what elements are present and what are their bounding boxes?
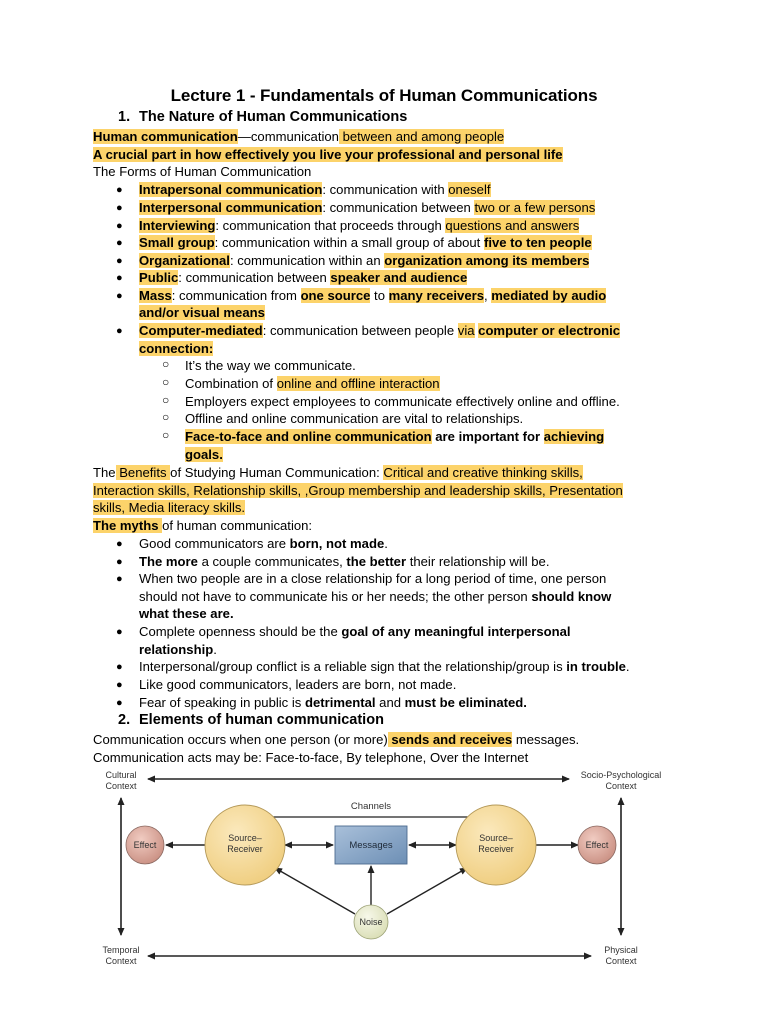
section-number: 1. (118, 109, 131, 125)
arrow-noise-to-source-left (275, 868, 355, 914)
sub-list-item: Employers expect employees to communicate effectively online and offline. (185, 394, 620, 409)
arrow-noise-to-source-right (387, 868, 467, 914)
text: a couple communicates, (197, 554, 347, 569)
highlight: skills, Media literacy skills. (93, 500, 246, 515)
term: Interviewing (139, 218, 216, 233)
forms-heading: The Forms of Human Communication (93, 164, 312, 179)
highlight: between and among people (338, 129, 505, 144)
bullet: ● (116, 697, 123, 709)
text: : communication that proceeds through (215, 218, 446, 233)
text: of Studying Human Communication: (170, 465, 384, 480)
effect-left-label: Effect (133, 840, 157, 850)
text: : communication with (322, 182, 449, 197)
text: Communication occurs when one person (or more) (93, 732, 388, 747)
highlight: speaker and audience (330, 270, 468, 285)
highlight: achieving (543, 429, 605, 444)
cultural-context-label: Cultural Context (105, 770, 137, 791)
messages-label: Messages (349, 840, 393, 851)
bullet: ● (116, 573, 123, 585)
source-receiver-left-label: Source– Receiver (227, 833, 263, 854)
highlight: organization among its members (384, 253, 590, 268)
text: Complete openness should be the (139, 624, 342, 639)
emphasis: goal of any meaningful interpersonal (341, 624, 571, 639)
term: Organizational (139, 253, 230, 268)
effect-right-label: Effect (585, 840, 609, 850)
highlight: Interaction skills, Relationship skills, ,Group membership and leadership skills, Presentation (93, 483, 623, 498)
highlight: A crucial part in how effectively you live your professional and personal life (93, 147, 563, 162)
term: Mass (139, 288, 172, 303)
sub-list-item: It’s the way we communicate. (185, 358, 356, 373)
text: and (375, 695, 405, 710)
emphasis: The more (139, 554, 198, 569)
sub-bullet: ○ (162, 375, 170, 389)
text: : communication within an (229, 253, 385, 268)
highlight: The myths (93, 518, 163, 533)
text: The (93, 465, 116, 480)
text: of human communication: (162, 518, 313, 533)
list-item: When two people are in a close relationship for a long period of time, one person (139, 571, 607, 586)
text: , (484, 288, 492, 303)
term: Public (139, 270, 179, 285)
text: to (370, 288, 389, 303)
section-label: Elements of human communication (139, 712, 384, 728)
text: : communication between (178, 270, 331, 285)
text: should not have to communicate his or her needs; the other person (139, 589, 532, 604)
text: messages. (512, 732, 580, 747)
bullet: ● (116, 202, 123, 214)
term: Human communication (93, 129, 238, 144)
highlight: questions and answers (445, 218, 580, 233)
section-number: 2. (118, 712, 131, 728)
emphasis: detrimental (304, 695, 376, 710)
term: Interpersonal communication (139, 200, 323, 215)
bullet: ● (116, 626, 123, 638)
source-receiver-right-label: Source– Receiver (478, 833, 514, 854)
text: . (384, 536, 388, 551)
text: . (213, 642, 217, 657)
sub-bullet: ○ (162, 393, 170, 407)
highlight: online and offline interaction (276, 376, 440, 391)
bullet: ● (116, 237, 123, 249)
noise-label: Noise (359, 917, 383, 927)
term: Computer-mediated (139, 323, 263, 338)
page-title: Lecture 1 - Fundamentals of Human Communications (170, 86, 598, 105)
physical-context-label: Physical Context (604, 945, 638, 966)
text: Good communicators are (139, 536, 290, 551)
highlight: computer or electronic (478, 323, 621, 338)
bullet: ● (116, 325, 123, 337)
highlight: and/or visual means (139, 305, 265, 320)
bullet: ● (116, 679, 123, 691)
emphasis: the better (346, 554, 407, 569)
bullet: ● (116, 272, 123, 284)
sub-bullet: ○ (162, 357, 170, 371)
text: their relationship will be. (406, 554, 550, 569)
socio-psychological-context-label: Socio-Psychological Context (580, 770, 662, 791)
bullet: ● (116, 538, 123, 550)
text: Fear of speaking in public is (139, 695, 305, 710)
text: : communication from (171, 288, 301, 303)
emphasis: born, not made (289, 536, 385, 551)
emphasis: what these are. (139, 606, 234, 621)
highlight: many receivers (388, 288, 484, 303)
sub-list-item: Offline and online communication are vital to relationships. (185, 411, 524, 426)
term: Small group (139, 235, 215, 250)
text: : communication between (322, 200, 475, 215)
term: Intrapersonal communication (139, 182, 323, 197)
highlight: mediated by audio (491, 288, 607, 303)
highlight: oneself (448, 182, 491, 197)
highlight: two or a few persons (474, 200, 596, 215)
highlight: Face-to-face and online communication (185, 429, 432, 444)
temporal-context-label: Temporal Context (102, 945, 140, 966)
highlight: five to ten people (483, 235, 592, 250)
emphasis: relationship (139, 642, 214, 657)
highlight: connection: (139, 341, 214, 356)
text: are important for (431, 429, 544, 444)
acts-line: Communication acts may be: Face-to-face, By telephone, Over the Internet (93, 750, 529, 765)
text: —communication (237, 129, 339, 144)
text: Interpersonal/group conflict is a reliable sign that the relationship/group is (139, 659, 567, 674)
emphasis: in trouble (566, 659, 626, 674)
text: : communication within a small group of about (214, 235, 484, 250)
bullet: ● (116, 556, 123, 568)
text: . (625, 659, 630, 674)
text: Combination of (185, 376, 277, 391)
section-label: The Nature of Human Communications (139, 109, 408, 125)
highlight: via (457, 323, 475, 338)
bullet: ● (116, 255, 123, 267)
sub-bullet: ○ (162, 410, 170, 424)
bullet: ● (116, 184, 123, 196)
sub-bullet: ○ (162, 428, 170, 442)
channels-label: Channels (350, 801, 392, 812)
text: : communication between people (262, 323, 458, 338)
highlight: one source (300, 288, 371, 303)
bullet: ● (116, 661, 123, 673)
emphasis: should know (531, 589, 612, 604)
list-item: Like good communicators, leaders are born, not made. (139, 677, 457, 692)
emphasis: must be eliminated. (404, 695, 527, 710)
bullet: ● (116, 290, 123, 302)
highlight: sends and receives (387, 732, 513, 747)
highlight: Critical and creative thinking skills, (383, 465, 583, 480)
bullet: ● (116, 220, 123, 232)
highlight: goals. (185, 447, 223, 462)
highlight: Benefits (115, 465, 171, 480)
